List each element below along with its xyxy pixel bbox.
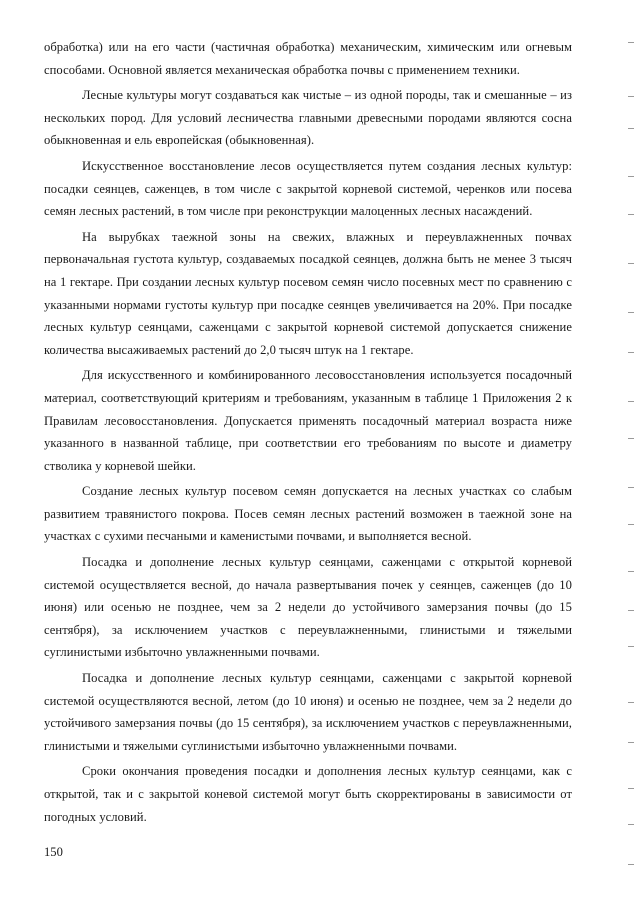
paragraph-3: Искусственное восстановление лесов осуществляется путем создания лесных культур: посадки сеянцев, саженцев, в том числе с закрытой корневой системой, черенков или посева семян лесных растений, в том числе при реконструкции малоценных лесных насаждений. [44,158,572,219]
page-number: 150 [44,845,63,859]
paragraph-2: Лесные культуры могут создаваться как чистые – из одной породы, так и смешанные – из нескольких пород. Для условий лесничества главными древесными породами являются сосна обыкновенная и ель европейская (обыкновенная). [44,88,572,148]
scan-mark [628,742,634,743]
scan-mark [628,438,634,439]
scan-mark [628,401,634,402]
scan-mark [628,128,634,129]
paragraph-6: Создание лесных культур посевом семян допускается на лесных участках со слабым развитием травянистого покрова. Посев семян лесных растений возможен в таежной зоне на участках с сухими песчаными и каменистыми почвами, и выполняется весной. [44,484,572,544]
scan-mark [628,96,634,97]
scan-mark [628,646,634,647]
scan-mark [628,524,634,525]
scan-edge-marks [620,0,640,905]
scan-mark [628,571,634,572]
scan-mark [628,487,634,488]
paragraph-8: Посадка и дополнение лесных культур сеянцами, саженцами с закрытой корневой системой осуществляются весной, летом (до 10 июня) и осенью не позднее, чем за 2 недели до устойчивого замерзания почвы (до 15 сентября), за исключением участков с переувлажненными, глинистыми и тяжелыми суглинистыми избыточно увлажненными почвами. [44,671,572,753]
scan-mark [628,610,634,611]
scan-mark [628,176,634,177]
scan-mark [628,864,634,865]
scan-mark [628,214,634,215]
paragraph-7: Посадка и дополнение лесных культур сеянцами, саженцами с открытой корневой системой осуществляется весной, до начала развертывания почек у сеянцев, саженцев (до 10 июня) или осенью не позднее, чем за 2 недели до устойчивого замерзания почвы (до 15 сентября), за исключением участков с переувлажненными, глинистыми и тяжелыми суглинистыми избыточно увлажненными почвами. [44,555,572,660]
scan-mark [628,312,634,313]
document-page [44,36,572,831]
paragraph-5: Для искусственного и комбинированного лесовосстановления используется посадочный материал, соответствующий критериям и требованиям, указанным в таблице 1 Приложения 2 к Правилам лесовосстановления. Допускается применять посадочный материал возраста ниже указанного в названной таблице, при соответствии его требованиям по высоте и диаметру стволика у корневой шейки. [44,368,572,473]
scan-mark [628,42,634,43]
paragraph-4: На вырубках таежной зоны на свежих, влажных и переувлажненных почвах первоначальная густота культур, создаваемых посадкой сеянцев, должна быть не менее 3 тысяч на 1 гектаре. При создании лесных культур посевом семян число посевных мест по сравнению с указанными нормами густоты культур при посадке сеянцев увеличивается на 20%. При посадке лесных культур сеянцами, саженцами с закрытой корневой системой допускается снижение количества высаживаемых растений до 2,0 тысяч штук на 1 гектаре. [44,229,572,357]
scan-mark [628,824,634,825]
paragraph-9: Сроки окончания проведения посадки и дополнения лесных культур сеянцами, как с открытой, так и с закрытой коневой системой могут быть скорректированы в зависимости от погодных условий. [44,764,572,824]
paragraph-1: обработка) или на его части (частичная обработка) механическим, химическим или огневым способами. Основной является механическая обработка почвы с применением техники. [44,40,572,77]
scan-mark [628,702,634,703]
scan-mark [628,788,634,789]
scan-mark [628,352,634,353]
scan-mark [628,263,634,264]
